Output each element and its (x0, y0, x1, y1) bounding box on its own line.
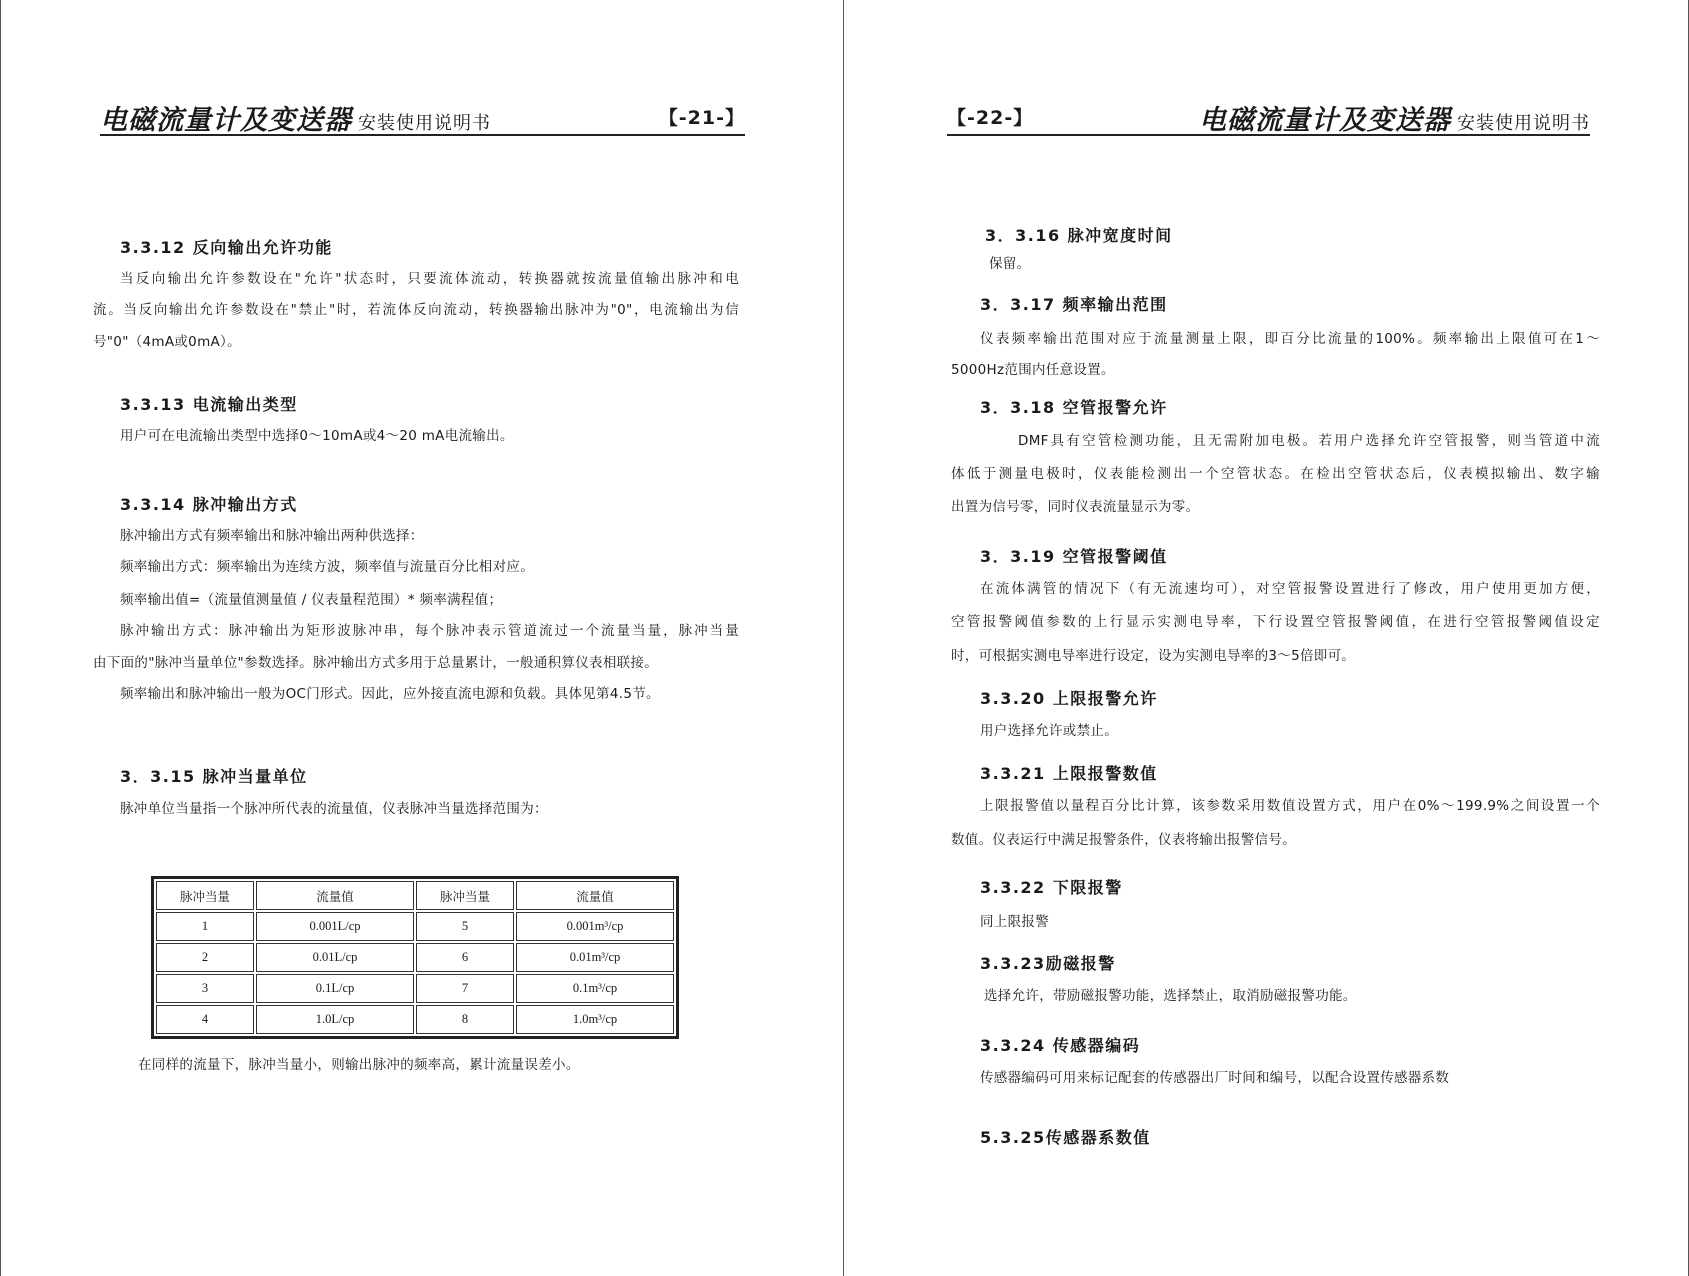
manual-subtitle: 安装使用说明书 (358, 113, 491, 134)
paragraph-line: 由下面的"脉冲当量单位"参数选择。脉冲输出方式多用于总量累计，一般通积算仪表相联接。 (93, 655, 659, 671)
manual-title: 电磁流量计及变送器 (1199, 105, 1451, 136)
paragraph-line: 当反向输出允许参数设在"允许"状态时，只要流体流动，转换器就按流量值输出脉冲和电 (120, 271, 739, 287)
table-footnote: 在同样的流量下，脉冲当量小，则输出脉冲的频率高，累计流量误差小。 (138, 1057, 580, 1073)
table-cell: 2 (156, 943, 254, 972)
section-heading: 3．3.19 空管报警阈值 (980, 547, 1168, 566)
paragraph-line: 频率输出和脉冲输出一般为OC门形式。因此，应外接直流电源和负载。具体见第4.5节。 (120, 686, 660, 702)
section-heading: 3．3.18 空管报警允许 (980, 398, 1168, 417)
section-heading: 3．3.15 脉冲当量单位 (120, 767, 308, 786)
paragraph-line: DMF具有空管检测功能，且无需附加电极。若用户选择允许空管报警，则当管道中流 (1018, 433, 1600, 449)
paragraph-line: 脉冲单位当量指一个脉冲所代表的流量值，仪表脉冲当量选择范围为： (120, 801, 548, 817)
table-row (156, 974, 674, 1003)
manual-subtitle: 安装使用说明书 (1457, 113, 1590, 134)
paragraph-line: 频率输出方式：频率输出为连续方波，频率值与流量百分比相对应。 (120, 559, 534, 575)
section-heading: 3.3.23励磁报警 (980, 954, 1116, 973)
section-heading: 3.3.22 下限报警 (980, 878, 1123, 897)
paragraph-line: 脉冲输出方式：脉冲输出为矩形波脉冲串，每个脉冲表示管道流过一个流量当量，脉冲当量 (120, 623, 739, 639)
page-number: 【-22-】 (947, 107, 1034, 129)
table-row (156, 943, 674, 972)
section-heading: 5.3.25传感器系数值 (980, 1128, 1151, 1147)
paragraph-line: 用户可在电流输出类型中选择0～10mA或4～20 mA电流输出。 (120, 428, 514, 444)
table-cell: 0.001m³/cp (516, 912, 674, 941)
table-cell: 8 (416, 1005, 514, 1034)
table-row (156, 1005, 674, 1034)
table-cell: 0.01L/cp (256, 943, 414, 972)
table-cell: 3 (156, 974, 254, 1003)
section-heading: 3．3.17 频率输出范围 (980, 295, 1168, 314)
paragraph-line: 体低于测量电极时，仪表能检测出一个空管状态。在检出空管状态后，仪表模拟输出、数字输 (951, 466, 1600, 482)
table-cell: 7 (416, 974, 514, 1003)
left-page-edge (0, 0, 1, 1276)
paragraph-line: 数值。仪表运行中满足报警条件，仪表将输出报警信号。 (951, 832, 1296, 848)
paragraph-line: 在流体满管的情况下（有无流速均可），对空管报警设置进行了修改，用户使用更加方便， (980, 581, 1600, 597)
table-cell: 5 (416, 912, 514, 941)
paragraph-line: 出置为信号零，同时仪表流量显示为零。 (951, 499, 1200, 515)
table-cell: 1.0m³/cp (516, 1005, 674, 1034)
table-cell: 4 (156, 1005, 254, 1034)
section-heading: 3．3.16 脉冲宽度时间 (985, 226, 1173, 245)
table-header-row (156, 881, 674, 910)
paragraph-line: 5000Hz范围内任意设置。 (951, 362, 1115, 378)
column-header: 脉冲当量 (416, 881, 514, 910)
section-heading: 3.3.12 反向输出允许功能 (120, 238, 333, 257)
table-cell: 0.1L/cp (256, 974, 414, 1003)
paragraph-line: 号"0"（4mA或0mA）。 (93, 334, 241, 350)
table-cell: 0.01m³/cp (516, 943, 674, 972)
table-cell: 6 (416, 943, 514, 972)
table-cell: 0.1m³/cp (516, 974, 674, 1003)
right-page-header (947, 98, 1590, 136)
paragraph-line: 时，可根据实测电导率进行设定，设为实测电导率的3～5倍即可。 (951, 648, 1356, 664)
paragraph-line: 传感器编码可用来标记配套的传感器出厂时间和编号，以配合设置传感器系数 (980, 1070, 1450, 1086)
table-cell: 0.001L/cp (256, 912, 414, 941)
paragraph-line: 仪表频率输出范围对应于流量测量上限，即百分比流量的100%。频率输出上限值可在1～ (980, 331, 1600, 347)
section-heading: 3.3.24 传感器编码 (980, 1036, 1141, 1055)
pulse-equivalent-table (151, 876, 679, 1039)
paragraph-line: 流。当反向输出允许参数设在"禁止"时，若流体反向流动，转换器输出脉冲为"0"，电流输出为信 (93, 302, 739, 318)
section-heading: 3.3.14 脉冲输出方式 (120, 495, 298, 514)
paragraph-line: 保留。 (989, 256, 1031, 272)
paragraph-line: 上限报警值以量程百分比计算，该参数采用数值设置方式，用户在0%～199.9%之间设置一个 (980, 798, 1600, 814)
column-header: 流量值 (256, 881, 414, 910)
manual-title: 电磁流量计及变送器 (100, 105, 352, 136)
table-cell: 1.0L/cp (256, 1005, 414, 1034)
column-header: 脉冲当量 (156, 881, 254, 910)
column-header: 流量值 (516, 881, 674, 910)
left-page-header (100, 98, 745, 136)
paragraph-line: 用户选择允许或禁止。 (980, 723, 1118, 739)
page-divider (843, 0, 844, 1276)
paragraph-line: 脉冲输出方式有频率输出和脉冲输出两种供选择： (120, 528, 424, 544)
paragraph-line: 同上限报警 (980, 914, 1049, 930)
section-heading: 3.3.21 上限报警数值 (980, 764, 1158, 783)
section-heading: 3.3.20 上限报警允许 (980, 689, 1158, 708)
paragraph-line: 频率输出值=（流量值测量值 / 仪表量程范围）* 频率满程值； (120, 592, 503, 608)
paragraph-line: 选择允许，带励磁报警功能，选择禁止，取消励磁报警功能。 (984, 988, 1357, 1004)
paragraph-line: 空管报警阈值参数的上行显示实测电导率，下行设置空管报警阈值，在进行空管报警阈值设定 (951, 614, 1600, 630)
table-row (156, 912, 674, 941)
page-number: 【-21-】 (658, 107, 745, 129)
section-heading: 3.3.13 电流输出类型 (120, 395, 298, 414)
table-cell: 1 (156, 912, 254, 941)
